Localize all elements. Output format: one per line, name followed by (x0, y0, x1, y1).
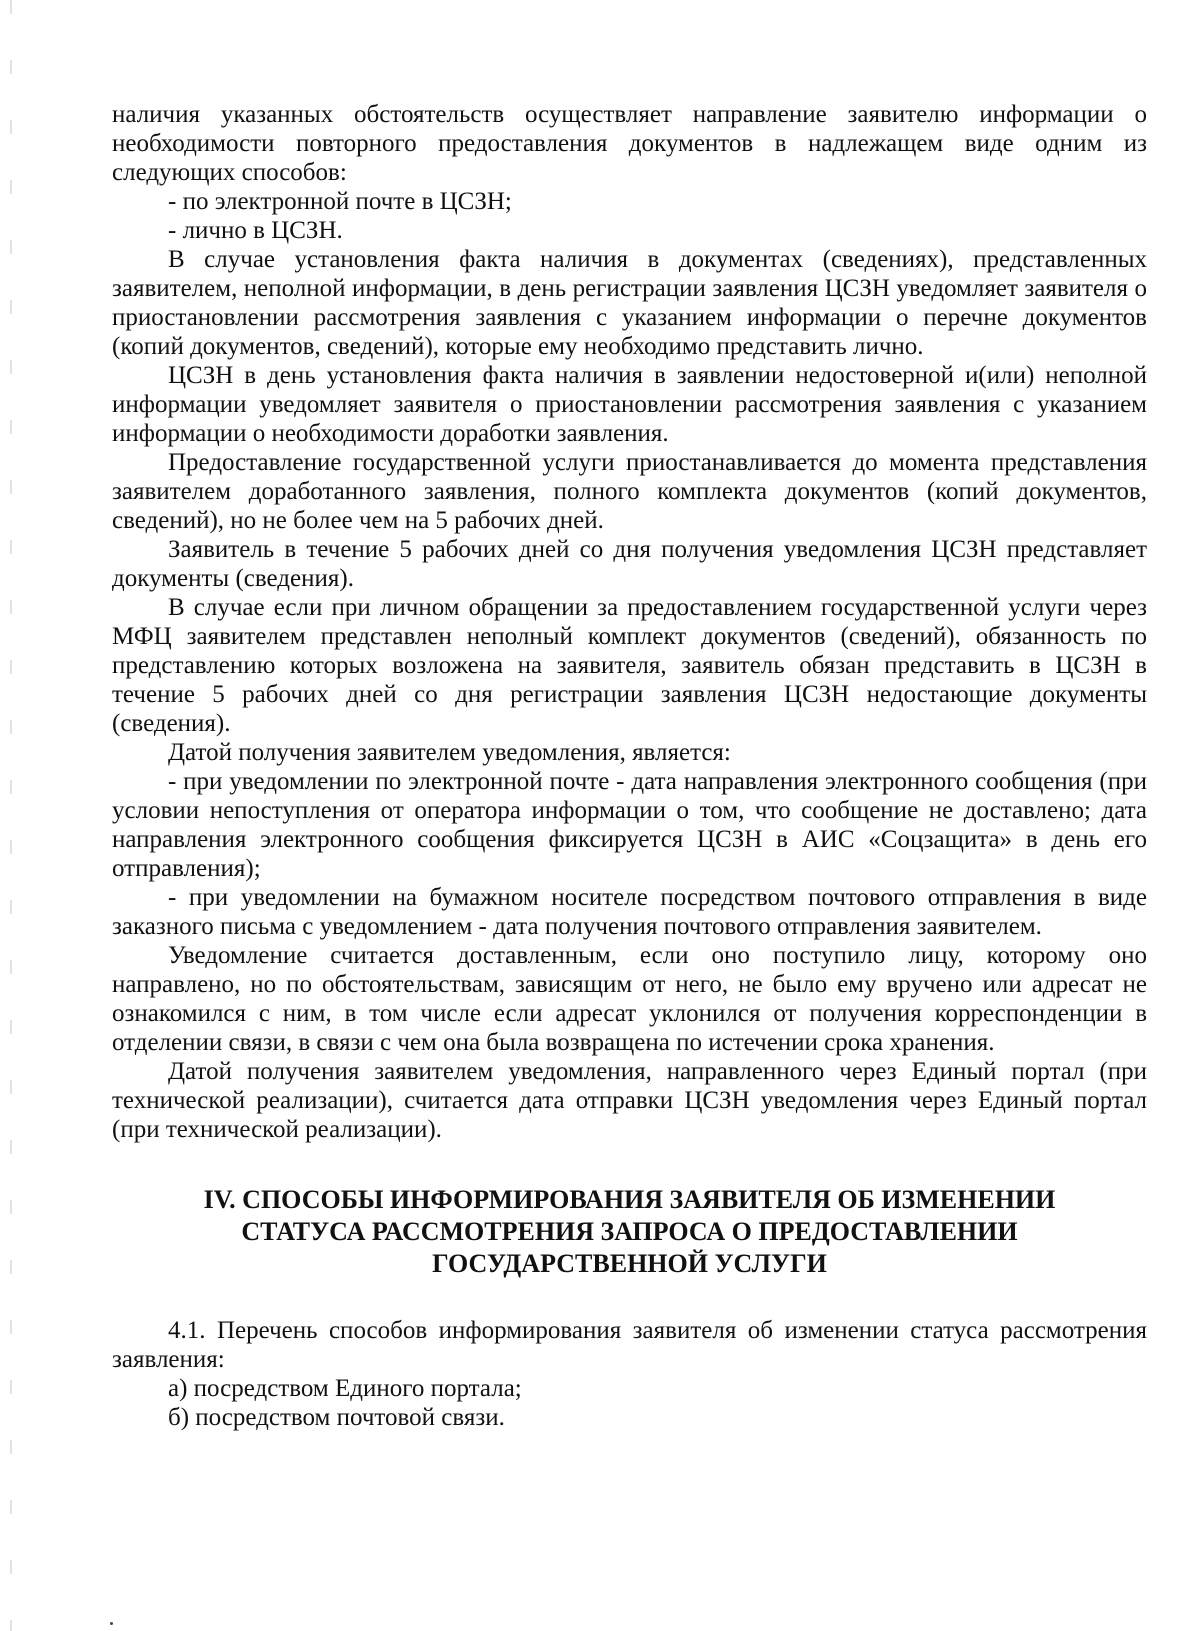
section-heading-line-3: ГОСУДАРСТВЕННОЙ УСЛУГИ (432, 1249, 827, 1278)
paragraph-delivered: Уведомление считается доставленным, если оно поступило лицу, которому оно направлено, но по обстоятельствам, зависящим от него, не было ему вручено или адресат не ознакомился с ним, в том числе если адресат уклонился от получения корреспонденции в отделении связи, в связи с чем она была возвращена по истечении срока хранения. (112, 942, 1147, 1056)
list-item-post: б) посредством почтовой связи. (168, 1404, 505, 1431)
paragraph-applicant-submits: Заявитель в течение 5 рабочих дней со дня получения уведомления ЦСЗН представляет документы (сведения). (112, 536, 1147, 592)
paragraph-suspension: Предоставление государственной услуги приостанавливается до момента представления заявителем доработанного заявления, полного комплекта документов (копий документов, сведений), но не более чем на 5 рабочих дней. (112, 449, 1147, 534)
list-item-email: - по электронной почте в ЦСЗН; (168, 188, 512, 215)
paragraph-continuation: наличия указанных обстоятельств осуществляет направление заявителю информации о необходимости повторного предоставления документов в надлежащем виде одним из следующих способов: (112, 101, 1147, 186)
scan-dot-artifact (110, 1622, 113, 1625)
paragraph-email-notification: - при уведомлении по электронной почте - дата направления электронного сообщения (при условии непоступления от оператора информации о том, что сообщение не доставлено; дата направления электронного сообщения фиксируется ЦСЗН в АИС «Соцзащита» в день его отправления); (112, 768, 1147, 882)
paragraph-portal-notification: Датой получения заявителем уведомления, направленного через Единый портал (при технической реализации), считается дата отправки ЦСЗН уведомления через Единый портал (при технической реализации). (112, 1058, 1147, 1143)
paragraph-mfc-case: В случае если при личном обращении за предоставлением государственной услуги через МФЦ заявителем представлен неполный комплект документов (сведений), обязанность по представлению которых возложена на заявителя, заявитель обязан представить в ЦСЗН в течение 5 рабочих дней со дня регистрации заявления ЦСЗН недостающие документы (сведения). (112, 594, 1147, 737)
paragraph-incomplete-info: В случае установления факта наличия в документах (сведениях), представленных заявителем, неполной информации, в день регистрации заявления ЦСЗН уведомляет заявителя о приостановлении рассмотрения заявления с указанием информации о перечне документов (копий документов, сведений), которые ему необходимо представить лично. (112, 246, 1147, 360)
paragraph-unreliable-info: ЦСЗН в день установления факта наличия в заявлении недостоверной и(или) неполной информации уведомляет заявителя о приостановлении рассмотрения заявления с указанием информации о необходимости доработки заявления. (112, 362, 1147, 447)
top-text-block (112, 100, 1147, 1144)
paragraph-paper-notification: - при уведомлении на бумажном носителе посредством почтового отправления в виде заказного письма с уведомлением - дата получения почтового отправления заявителем. (112, 884, 1147, 940)
list-item-portal: а) посредством Единого портала; (168, 1375, 522, 1402)
section-heading-line-1: IV. СПОСОБЫ ИНФОРМИРОВАНИЯ ЗАЯВИТЕЛЯ ОБ ИЗМЕНЕНИИ (203, 1185, 1056, 1214)
bottom-text-block (112, 1316, 1147, 1432)
document-content (112, 100, 1147, 1432)
section-heading-line-2: СТАТУСА РАССМОТРЕНИЯ ЗАПРОСА О ПРЕДОСТАВЛЕНИИ (241, 1217, 1018, 1246)
scan-edge-artifact (10, 0, 12, 1631)
section-heading (112, 1184, 1147, 1280)
paragraph-4-1: 4.1. Перечень способов информирования заявителя об изменении статуса рассмотрения заявления: (112, 1317, 1147, 1373)
list-item-in-person: - лично в ЦСЗН. (168, 217, 343, 244)
paragraph-notification-date: Датой получения заявителем уведомления, является: (168, 739, 731, 766)
